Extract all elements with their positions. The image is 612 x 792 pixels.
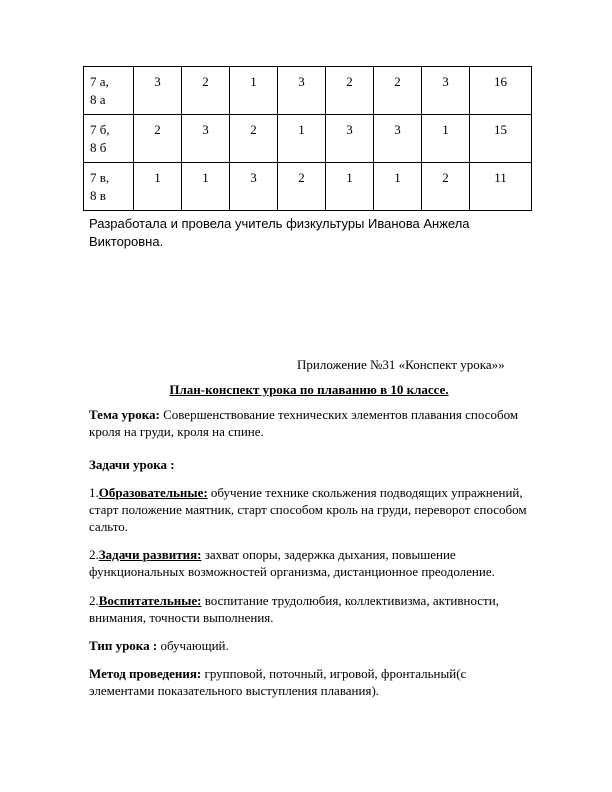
score-cell: 3 bbox=[134, 67, 182, 115]
tasks-heading: Задачи урока : bbox=[89, 457, 175, 472]
score-cell: 2 bbox=[182, 67, 230, 115]
author-line-2: Викторовна. bbox=[89, 234, 164, 249]
class-cell: 7 в, 8 в bbox=[84, 163, 134, 211]
score-cell: 2 bbox=[278, 163, 326, 211]
task-educational: 1.Образовательные: обучение технике скольжения подводящих упражнений, старт положение маятник, старт способом кроль на груди, переворот способом сальто. bbox=[89, 485, 527, 534]
task-development: 2.Задачи развития: захват опоры, задержка дыхания, повышение функциональных возможностей организма, дистанционное преодоление. bbox=[89, 547, 495, 579]
score-cell: 3 bbox=[422, 67, 470, 115]
score-cell: 1 bbox=[182, 163, 230, 211]
task-educational-text: обучение технике скольжения подводящих упражнений, старт положение маятник, старт способом кроль на груди, переворот способом сальто. bbox=[89, 485, 527, 534]
table-row bbox=[84, 67, 532, 115]
score-cell: 2 bbox=[230, 115, 278, 163]
class-cell: 7 а, 8 а bbox=[84, 67, 134, 115]
task-upbringing-label: Воспитательные: bbox=[98, 593, 202, 608]
results-table bbox=[83, 66, 532, 211]
task-upbringing-text: воспитание трудолюбия, коллективизма, активности, внимания, точности выполнения. bbox=[89, 593, 499, 625]
task-development-text: захват опоры, задержка дыхания, повышение функциональных возможностей организма, дистанционное преодоление. bbox=[89, 547, 495, 579]
lesson-topic bbox=[89, 406, 529, 440]
total-cell: 11 bbox=[470, 163, 532, 211]
lesson-type-text: обучающий. bbox=[157, 638, 229, 653]
task-educational-label: Образовательные: bbox=[98, 485, 208, 500]
lesson-method bbox=[89, 665, 529, 699]
topic-label: Тема урока: bbox=[89, 407, 160, 422]
score-cell: 3 bbox=[374, 115, 422, 163]
appendix-label: Приложение №31 «Конспект урока»» bbox=[297, 357, 505, 372]
table-row bbox=[84, 115, 532, 163]
class-cell: 7 б, 8 б bbox=[84, 115, 134, 163]
task-development-label: Задачи развития: bbox=[98, 547, 202, 562]
score-cell: 2 bbox=[422, 163, 470, 211]
plan-title: План-конспект урока по плаванию в 10 классе. bbox=[169, 382, 449, 397]
total-cell: 16 bbox=[470, 67, 532, 115]
total-cell: 15 bbox=[470, 115, 532, 163]
task-upbringing: 2.Воспитательные: воспитание трудолюбия, коллективизма, активности, внимания, точности выполнения. bbox=[89, 593, 499, 625]
lesson-type-label: Тип урока : bbox=[89, 638, 158, 653]
score-cell: 2 bbox=[374, 67, 422, 115]
score-cell: 2 bbox=[134, 115, 182, 163]
score-cell: 1 bbox=[278, 115, 326, 163]
score-cell: 3 bbox=[182, 115, 230, 163]
score-cell: 1 bbox=[326, 163, 374, 211]
author-line-1: Разработала и провела учитель физкультуры Иванова Анжела bbox=[89, 216, 470, 231]
lesson-type bbox=[89, 637, 529, 654]
score-cell: 1 bbox=[374, 163, 422, 211]
method-text: групповой, поточный, игровой, фронтальный(с элементами показательного выступления плавания). bbox=[89, 666, 467, 698]
score-cell: 1 bbox=[134, 163, 182, 211]
score-cell: 1 bbox=[422, 115, 470, 163]
method-label: Метод проведения: bbox=[89, 666, 202, 681]
score-cell: 2 bbox=[326, 67, 374, 115]
topic-text: Совершенствование технических элементов плавания способом кроля на груди, кроля на спине. bbox=[89, 407, 519, 439]
table-row bbox=[84, 163, 532, 211]
score-cell: 3 bbox=[326, 115, 374, 163]
score-cell: 1 bbox=[230, 67, 278, 115]
score-cell: 3 bbox=[230, 163, 278, 211]
score-cell: 3 bbox=[278, 67, 326, 115]
author-note bbox=[89, 215, 529, 251]
